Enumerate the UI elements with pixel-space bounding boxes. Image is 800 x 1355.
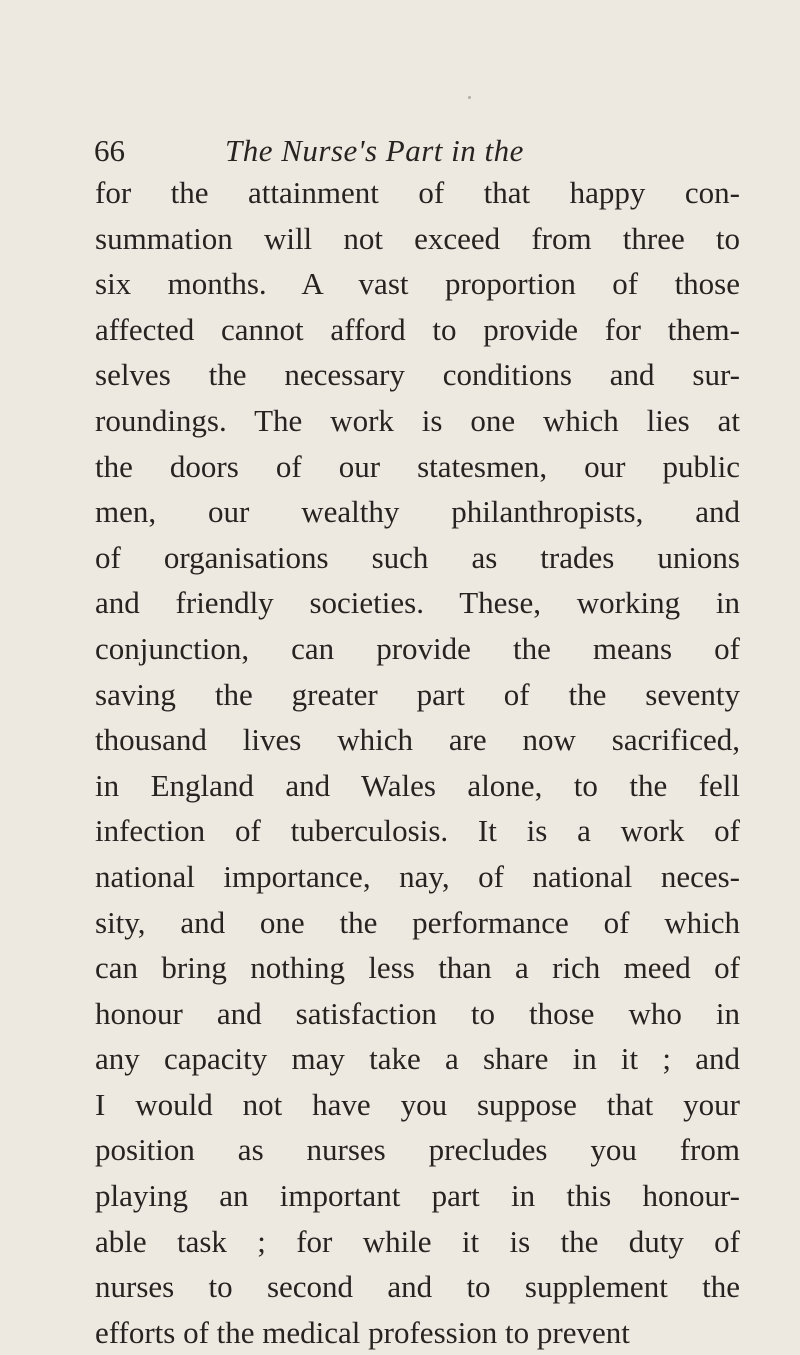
body-text: [95, 170, 755, 1355]
text-line: efforts of the medical profession to prevent: [95, 1314, 630, 1350]
text-line: six months. A vast proportion of those: [95, 266, 740, 302]
text-line: thousand lives which are now sacrificed,: [95, 722, 740, 758]
page-number: 66: [94, 133, 125, 168]
text-line: selves the necessary conditions and sur-: [95, 357, 740, 393]
running-title: The Nurse's Part in the: [225, 133, 524, 168]
text-line: and friendly societies. These, working in: [95, 585, 740, 621]
text-line: infection of tuberculosis. It is a work of: [95, 813, 740, 849]
text-line: I would not have you suppose that your: [95, 1086, 740, 1122]
text-line: for the attainment of that happy con-: [95, 175, 740, 210]
text-line: of organisations such as trades unions: [95, 539, 740, 575]
text-line: able task ; for while it is the duty of: [95, 1223, 740, 1259]
text-line: summation will not exceed from three to: [95, 220, 740, 256]
text-line: conjunction, can provide the means of: [95, 630, 740, 666]
text-line: playing an important part in this honour-: [95, 1178, 740, 1214]
text-line: saving the greater part of the seventy: [95, 676, 740, 712]
text-line: sity, and one the performance of which: [95, 904, 740, 940]
text-line: affected cannot afford to provide for them-: [95, 311, 740, 347]
text-line: nurses to second and to supplement the: [95, 1269, 740, 1305]
paper-speck: [468, 96, 471, 99]
text-line: honour and satisfaction to those who in: [95, 995, 740, 1031]
text-line: can bring nothing less than a rich meed of: [95, 950, 740, 986]
text-line: the doors of our statesmen, our public: [95, 448, 740, 484]
text-line: position as nurses precludes you from: [95, 1132, 740, 1168]
text-line: national importance, nay, of national neces-: [95, 858, 740, 894]
running-head: [94, 133, 734, 173]
text-line: roundings. The work is one which lies at: [95, 402, 740, 438]
text-line: any capacity may take a share in it ; and: [95, 1041, 740, 1077]
text-line: men, our wealthy philanthropists, and: [95, 494, 740, 530]
text-line: in England and Wales alone, to the fell: [95, 767, 740, 803]
